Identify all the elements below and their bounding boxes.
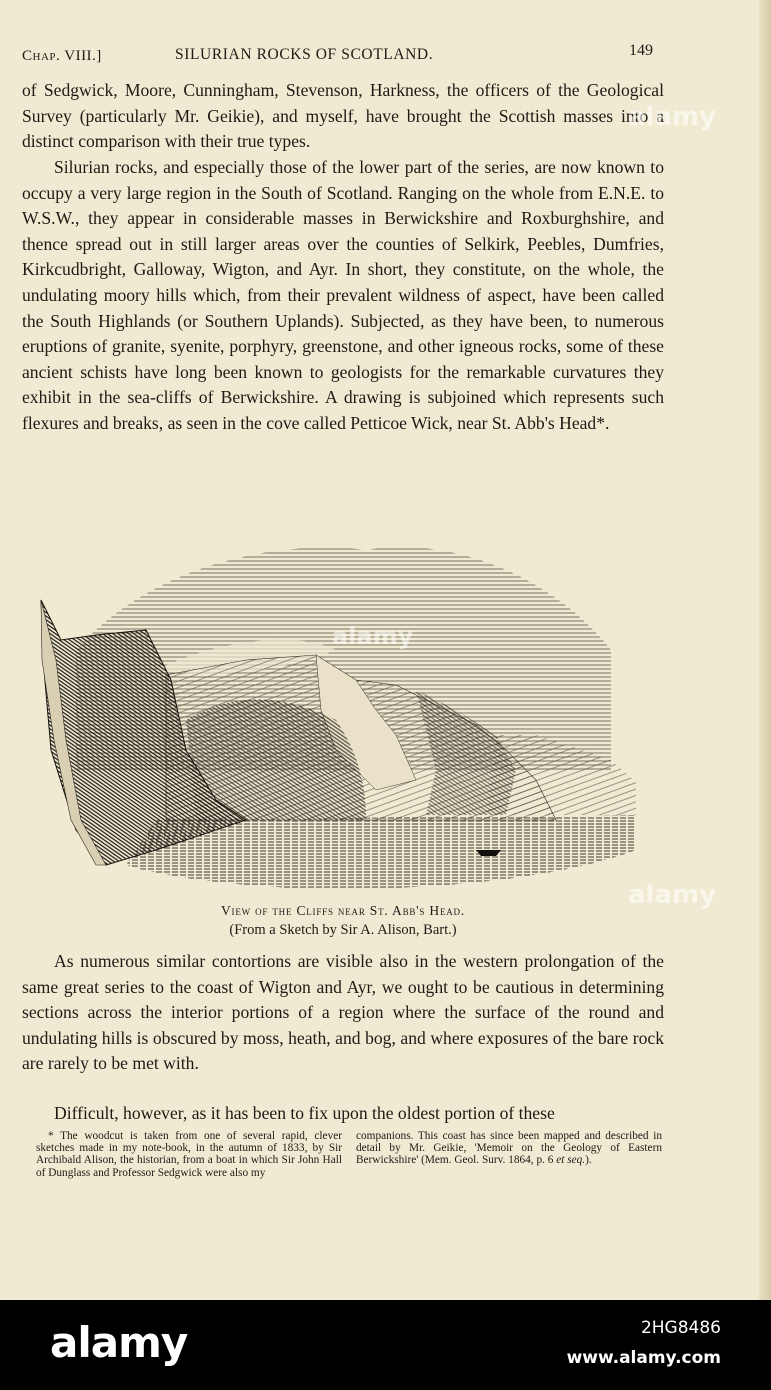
footnote-right-column <box>356 1130 662 1167</box>
watermark: alamy <box>628 880 717 910</box>
paragraph-1: of Sedgwick, Moore, Cunningham, Stevenson, Harkness, the officers of the Geological Survey (particularly Mr. Geikie), and myself, have brought the Scottish masses into a distinct comparison with their true types. <box>22 80 664 152</box>
footnote-right-end: ). <box>585 1154 592 1167</box>
page-edge <box>759 0 771 1300</box>
image-code: 2HG8486 <box>640 1318 721 1338</box>
figure-caption: View of the Cliffs near St. Abb's Head. <box>220 903 466 918</box>
sea <box>126 815 636 889</box>
running-header <box>22 42 653 66</box>
page-number: 149 <box>629 42 653 59</box>
figure-credit: (From a Sketch by Sir A. Alison, Bart.) <box>229 922 457 938</box>
watermark: alamy <box>332 622 414 650</box>
chapter-label: Chap. VIII.] <box>22 48 102 64</box>
footnote-right-text: companions. This coast has since been mapped and described in detail by Mr. Geikie, 'Memoir on the Geology of Eastern Berwickshire' (Mem. Geol. Surv. 1864, p. 6 <box>356 1130 662 1167</box>
cliffs-engraving <box>36 520 646 900</box>
footnote-latin: et seq. <box>556 1154 586 1167</box>
watermark: alamy <box>628 102 717 132</box>
paragraph-2: Silurian rocks, and especially those of the lower part of the series, are now known to occupy a very large region in the South of Scotland. Ranging on the whole from E.N.E. to W.S.W., they appear in considerable masses in Berwickshire and Roxburghshire, and thence spread out in still larger areas over the counties of Selkirk, Peebles, Dumfries, Kirkcudbright, Galloway, Wigton, and Ayr. In short, they constitute, on the whole, the undulating moory hills which, from their prevalent wildness of aspect, have been called the South Highlands (or Southern Uplands). Subjected, as they have been, to numerous eruptions of granite, syenite, porphyry, greenstone, and other igneous rocks, some of these ancient schists have long been known to geologists for the remarkable curvatures they exhibit in the sea-cliffs of Berwickshire. A drawing is subjoined which represents such flexures and breaks, as seen in the cove called Petticoe Wick, near St. Abb's Head*. <box>22 157 664 433</box>
brand-logo: alamy <box>50 1318 188 1367</box>
running-title: SILURIAN ROCKS OF SCOTLAND. <box>175 46 434 63</box>
paragraph-4: Difficult, however, as it has been to fix upon the oldest portion of these <box>54 1103 555 1123</box>
site-url[interactable]: www.alamy.com <box>566 1348 721 1368</box>
footnote-left-column: * The woodcut is taken from one of several rapid, clever sketches made in my note-book, in the autumn of 1833, by Sir Archibald Alison, the historian, from a boat in which Sir John Hall of Dunglass and Professor Sedgwick were also my <box>36 1130 342 1179</box>
paragraph-3: As numerous similar contortions are visible also in the western prolongation of the same great series to the coast of Wigton and Ayr, we ought to be cautious in determining sections across the interior portions of a region where the surface of the round and undulating hills is obscured by moss, heath, and bog, and where exposures of the bare rock are rarely to be met with. <box>22 951 664 1074</box>
stock-footer-bar <box>0 1300 771 1390</box>
